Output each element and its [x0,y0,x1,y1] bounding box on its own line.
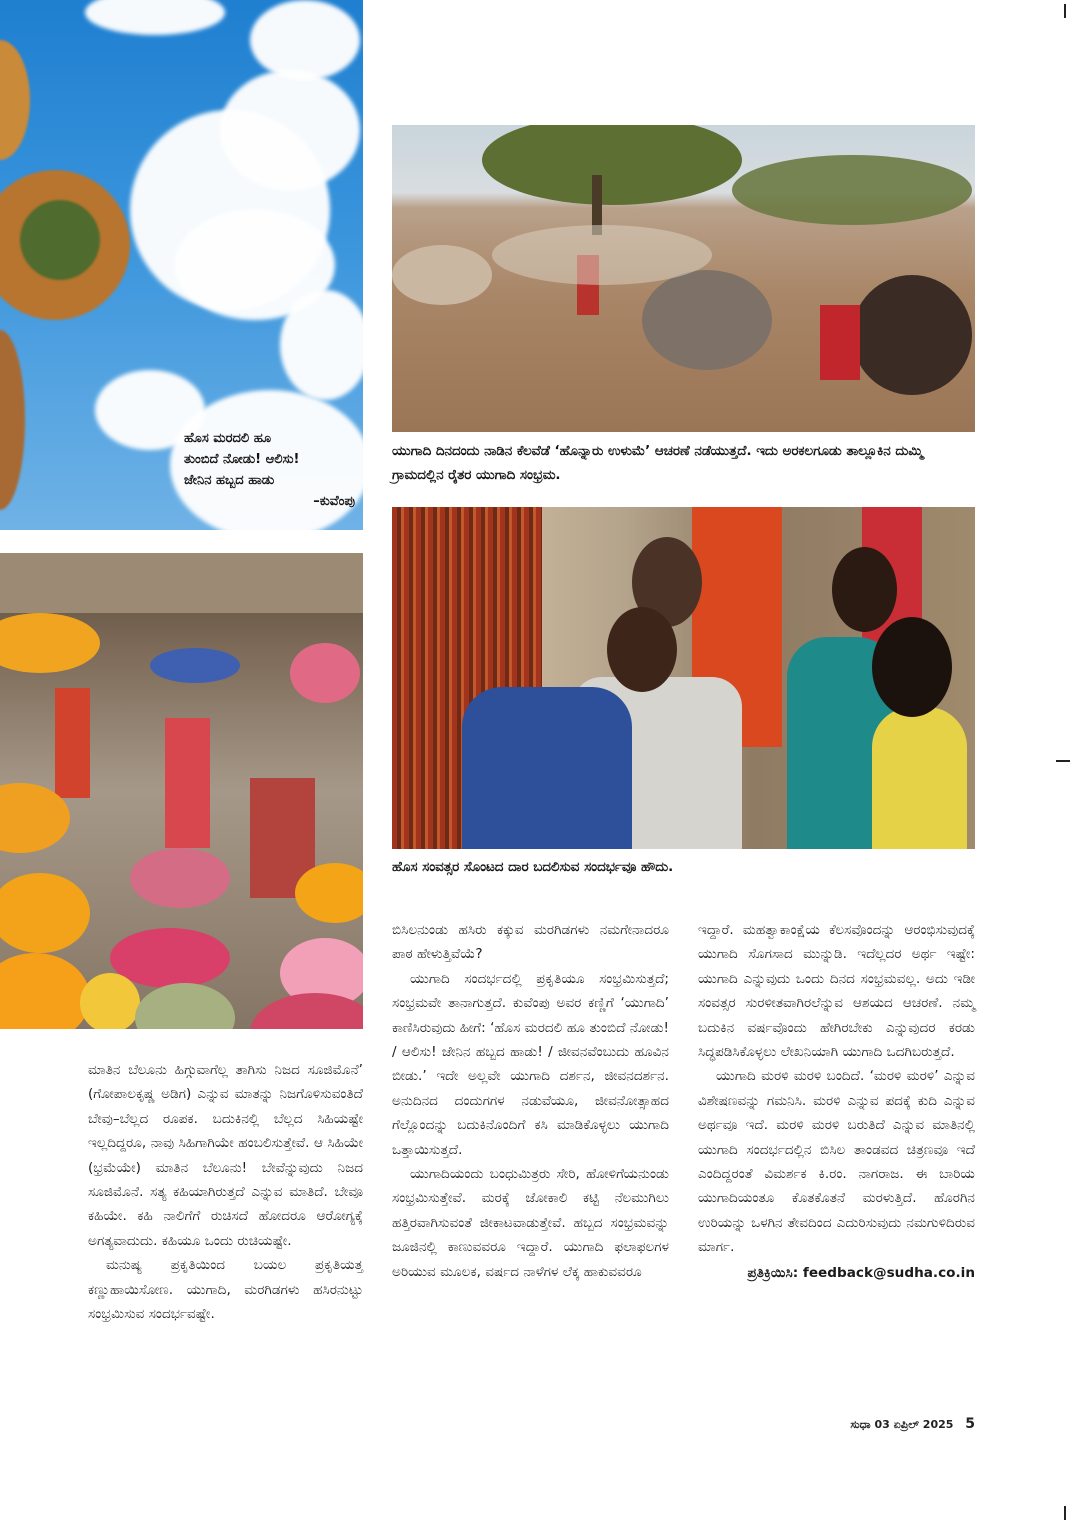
sky-photo [0,0,363,530]
article-column-3 [698,918,975,1285]
waist-thread-photo [392,507,975,849]
paragraph: ಯುಗಾದಿಯಂದು ಬಂಧುಮಿತ್ರರು ಸೇರಿ, ಹೋಳಿಗೆಯನುಂಡು ಸಂಭ್ರಮಿಸುತ್ತೇವೆ. ಮರಕ್ಕೆ ಜೋಕಾಲಿ ಕಟ್ಟಿ ನೆಲಮುಗಿಲು ಹತ್ತಿರವಾಗಿಸುವಂತೆ ಜೀಕಾಟವಾಡುತ್ತೇವೆ. ಹಬ್ಬದ ಸಂಭ್ರಮವನ್ನು ಜೂಜಿನಲ್ಲಿ ಕಾಣುವವರೂ ಇದ್ದಾರೆ. ಯುಗಾದಿ ಫಲಾಫಲಗಳ ಅರಿಯುವ ಮೂಲಕ, ವರ್ಷದ ನಾಳೆಗಳ ಲೆಕ್ಕ ಹಾಕುವವರೂ [392,1166,669,1280]
crop-mark [1064,4,1066,18]
feedback-line: ಪ್ರತಿಕ್ರಿಯಿಸಿ: feedback@sudha.co.in [747,1264,975,1281]
paragraph: ಬಿಸಿಲನುಂಡು ಹಸಿರು ಕಕ್ಕುವ ಮರಗಿಡಗಳು ನಮಗೇನಾದರೂ ಪಾಠ ಹೇಳುತ್ತಿವೆಯೆ? [392,922,669,963]
ploughing-ritual-photo [392,125,975,432]
article-column-2 [392,918,669,1284]
poem-line: ತುಂಬಿದೆ ನೋಡು! ಆಲಿಸು! [184,452,300,467]
crop-mark [1056,760,1070,762]
poem-line: ಜೇನಿನ ಹಬ್ಬದ ಹಾಡು [184,473,275,488]
poem-line: ಹೊಸ ಮರದಲಿ ಹೂ [184,431,271,446]
paragraph: ಯುಗಾದಿ ಮರಳಿ ಮರಳಿ ಬಂದಿದೆ. ‘ಮರಳಿ ಮರಳಿ’ ಎನ್ನುವ ವಿಶೇಷಣವನ್ನು ಗಮನಿಸಿ. ಮರಳಿ ಎನ್ನುವ ಪದಕ್ಕೆ ಕುದಿ ಎನ್ನುವ ಅರ್ಥವೂ ಇದೆ. ಮರಳಿ ಮರಳಿ ಬರುತಿದೆ ಎನ್ನುವ ಮಾತಿನಲ್ಲಿ ಯುಗಾದಿ ಸಂದರ್ಭದಲ್ಲಿನ ಬಿಸಿಲ ತಾಂಡವದ ಚಿತ್ರಣವೂ ಇದೆ ಎಂದಿದ್ದರಂತೆ ವಿಮರ್ಶಕ ಕಿ.ರಂ. ನಾಗರಾಜ. ಈ ಬಾರಿಯ ಯುಗಾದಿಯಂತೂ ಕೊತಕೊತನೆ ಮರಳುತ್ತಿದೆ. ಹೊರಗಿನ ಉರಿಯನ್ನು ಒಳಗಿನ ತೇವದಿಂದ ಎದುರಿಸುವುದು ನಮಗುಳಿದಿರುವ ಮಾರ್ಗ. [698,1068,975,1256]
flower-market-photo [0,553,363,1029]
ploughing-caption: ಯುಗಾದಿ ದಿನದಂದು ನಾಡಿನ ಕೆಲವೆಡೆ ‘ಹೊನ್ನಾರು ಉಳುಮೆ’ ಆಚರಣೆ ನಡೆಯುತ್ತದೆ. ಇದು ಅರಕಲಗೂಡು ತಾಲ್ಲೂಕಿನ ದುಮ್ಮಿ ಗ್ರಾಮದಲ್ಲಿನ ರೈತರ ಯುಗಾದಿ ಸಂಭ್ರಮ. [392,444,923,483]
article-column-1 [88,1058,363,1326]
poem [184,428,359,512]
paragraph: ಮನುಷ್ಯ ಪ್ರಕೃತಿಯಿಂದ ಬಯಲ ಪ್ರಕೃತಿಯತ್ತ ಕಣ್ಣುಹಾಯಿಸೋಣ. ಯುಗಾದಿ, ಮರಗಿಡಗಳು ಹಸಿರನುಟ್ಟು ಸಂಭ್ರಮಿಸುವ ಸಂದರ್ಭವಷ್ಟೇ. [88,1257,363,1323]
issue-info: ಸುಧಾ 03 ಏಪ್ರಿಲ್ 2025 [850,1418,954,1431]
page-number: 5 [965,1416,975,1432]
crop-mark [1064,1506,1066,1520]
paragraph: ಇದ್ದಾರೆ. ಮಹತ್ವಾಕಾಂಕ್ಷೆಯ ಕೆಲಸವೊಂದನ್ನು ಆರಂಭಿಸುವುದಕ್ಕೆ ಯುಗಾದಿ ಸೊಗಸಾದ ಮುನ್ನುಡಿ. ಇದೆಲ್ಲದರ ಅರ್ಥ ಇಷ್ಟೇ: ಯುಗಾದಿ ಎನ್ನುವುದು ಒಂದು ದಿನದ ಸಂಭ್ರಮವಲ್ಲ. ಅದು ಇಡೀ ಸಂವತ್ಸರ ಸುರಳೀತವಾಗಿರಲೆನ್ನುವ ಆಶಯದ ಆಚರಣೆ. ನಮ್ಮ ಬದುಕಿನ ವರ್ಷವೊಂದು ಹೇಗಿರಬೇಕು ಎನ್ನುವುದರ ಕರಡು ಸಿದ್ಧಪಡಿಸಿಕೊಳ್ಳಲು ಲೇಖನಿಯಾಗಿ ಯುಗಾದಿ ಒದಗಿಬರುತ್ತದೆ. [698,922,975,1061]
paragraph: ಯುಗಾದಿ ಸಂದರ್ಭದಲ್ಲಿ ಪ್ರಕೃತಿಯೂ ಸಂಭ್ರಮಿಸುತ್ತದೆ; ಸಂಭ್ರಮವೇ ತಾನಾಗುತ್ತದೆ. ಕುವೆಂಪು ಅವರ ಕಣ್ಣಿಗೆ ‘ಯುಗಾದಿ’ ಕಾಣಿಸಿರುವುದು ಹೀಗೆ: ‘ಹೊಸ ಮರದಲಿ ಹೂ ತುಂಬಿದೆ ನೋಡು! / ಆಲಿಸು! ಜೇನಿನ ಹಬ್ಬದ ಹಾಡು! / ಜೀವನವೆಂಬುದು ಹೂವಿನ ಬೀಡು.’ ಇದೇ ಅಲ್ಲವೇ ಯುಗಾದಿ ದರ್ಶನ, ಜೀವನದರ್ಶನ. ಅನುದಿನದ ದಂದುಗಗಳ ನಡುವೆಯೂ, ಜೀವನೋತ್ಸಾಹದ ಗೆಲ್ಲೊಂದನ್ನು ಬದುಕಿನೊಂದಿಗೆ ಕಸಿ ಮಾಡಿಕೊಳ್ಳಲು ಯುಗಾದಿ ಒತ್ತಾಯಿಸುತ್ತದೆ. [392,970,669,1158]
poem-author: –ಕುವೆಂಪು [313,494,355,509]
paragraph: ಮಾತಿನ ಬೆಲೂನು ಹಿಗ್ಗುವಾಗೆಲ್ಲ ತಾಗಿಸು ನಿಜದ ಸೂಜಿಮೊನೆ’ (ಗೋಪಾಲಕೃಷ್ಣ ಅಡಿಗ) ಎನ್ನುವ ಮಾತನ್ನು ನಿಜಗೊಳಿಸುವಂತಿದೆ ಬೇವು–ಬೆಲ್ಲದ ರೂಪಕ. ಬದುಕಿನಲ್ಲಿ ಬೆಲ್ಲದ ಸಿಹಿಯಷ್ಟೇ ಇಲ್ಲದಿದ್ದರೂ, ನಾವು ಸಿಹಿಗಾಗಿಯೇ ಹಂಬಲಿಸುತ್ತೇವೆ. ಆ ಸಿಹಿಯೇ (ಭ್ರಮೆಯೇ) ಮಾತಿನ ಬೆಲೂನು! ಬೇವೆನ್ನುವುದು ನಿಜದ ಸೂಜಿಮೊನೆ. ಸತ್ಯ ಕಹಿಯಾಗಿರುತ್ತದೆ ಎನ್ನುವ ಮಾತಿದೆ. ಬೇವೂ ಕಹಿಯೇ. ಕಹಿ ನಾಲಿಗೆಗೆ ರುಚಿಸದೆ ಹೋದರೂ ಆರೋಗ್ಯಕ್ಕೆ ಅಗತ್ಯವಾದುದು. ಕಹಿಯೂ ಒಂದು ರುಚಿಯಷ್ಟೇ. [88,1062,363,1249]
page-footer [815,1416,975,1432]
thread-caption: ಹೊಸ ಸಂವತ್ಸರ ಸೊಂಟದ ದಾರ ಬದಲಿಸುವ ಸಂದರ್ಭವೂ ಹೌದು. [392,860,674,875]
